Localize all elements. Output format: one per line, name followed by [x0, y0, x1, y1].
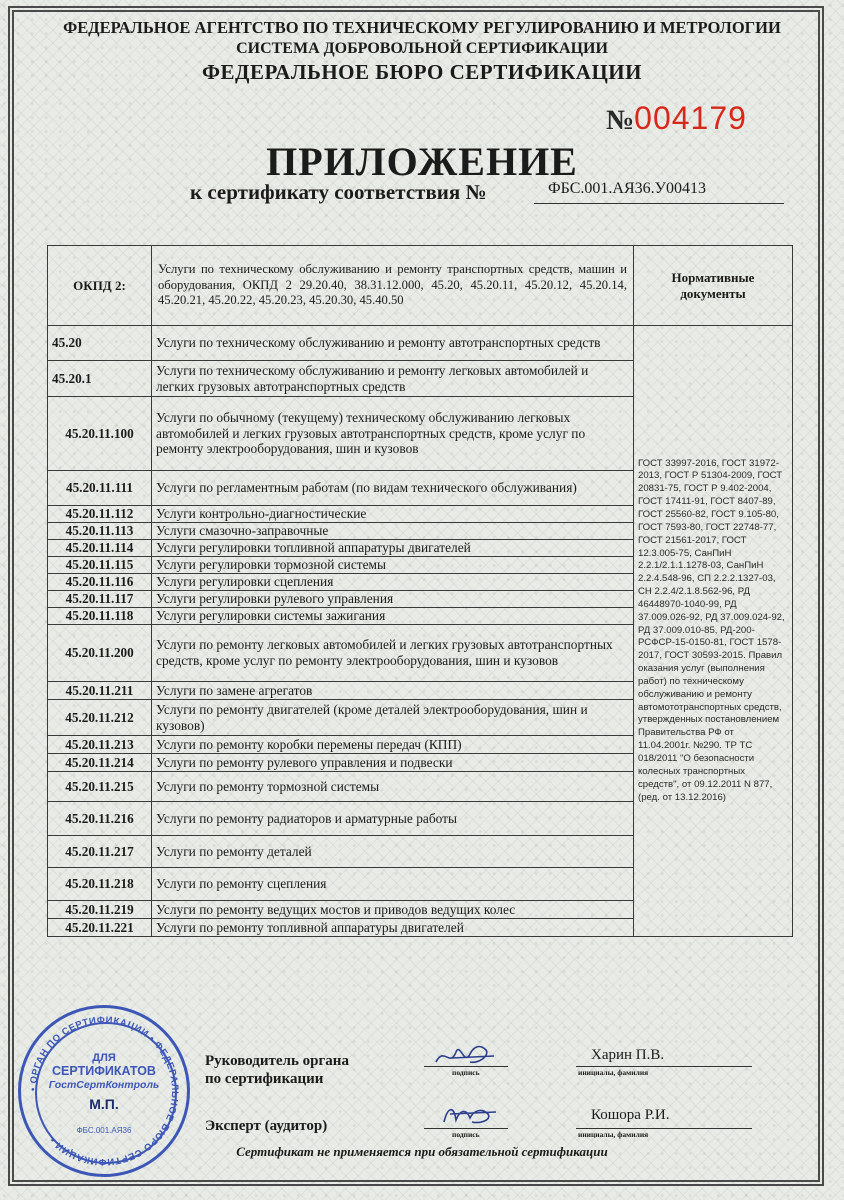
service-description: Услуги по ремонту сцепления — [152, 868, 634, 901]
head-name-caption: инициалы, фамилия — [578, 1068, 649, 1077]
expert-label: Эксперт (аудитор) — [205, 1118, 328, 1134]
head-label-line2: по сертификации — [205, 1071, 324, 1087]
document-title: ПРИЛОЖЕНИЕ — [266, 139, 578, 184]
table-row — [48, 326, 793, 361]
okpd-code: 45.20.11.117 — [48, 591, 152, 608]
number-sign: № — [606, 105, 635, 136]
okpd-code: 45.20.11.111 — [48, 471, 152, 506]
certificate-number: ФБС.001.АЯ36.У00413 — [548, 180, 706, 197]
seal-text-code: ФБС.001.АЯ36 — [76, 1126, 132, 1135]
document-subtitle: к сертификату соответствия № — [190, 180, 487, 204]
normative-documents: ГОСТ 33997-2016, ГОСТ 31972-2013, ГОСТ Р 51304-2009, ГОСТ 20831-75, ГОСТ Р 9.402-2004, ГОСТ 17411-91, ГОСТ 8407-89, ГОСТ 25560-82, ГОСТ 9.105-80, ГОСТ 7593-80, ГОСТ 22748-77, ГОСТ 21561-2017, ГОСТ 12.3.005-75, СанПиН 2.2.1/2.1.1.1278-03, СанПиН 2.2.4.548-96, СП 2.2.2.1327-03, СН 2.2.4/2.1.8.562-96, РД 46448970-1040-99, РД 37.009.026-92, РД 37.009.024-92, РД 37.009.010-85, РД-200-РСФСР-15-0150-81, ГОСТ 1578-2017, ГОСТ 30593-2015. Правил оказания услуг (выполнения работ) по техническому обслуживанию и ремонту автомототранспортных средств, утвержденных постановлением Правительства РФ от 11.04.2001г. №290. ТР ТС 018/2011 "О безопасности колесных транспортных средств", от 09.12.2011 N 877, (ред. от 13.12.2016) — [634, 326, 793, 937]
seal-text-certificates: СЕРТИФИКАТОВ — [52, 1064, 156, 1078]
service-description: Услуги по регламентным работам (по видам технического обслуживания) — [152, 471, 634, 506]
okpd-code: 45.20 — [48, 326, 152, 361]
okpd-code: 45.20.11.113 — [48, 523, 152, 540]
form-number-value: 004179 — [634, 100, 747, 136]
expert-sign-caption: подпись — [452, 1130, 480, 1139]
okpd-code: 45.20.11.221 — [48, 919, 152, 937]
certificate-number-underline — [534, 203, 784, 204]
services-table — [47, 245, 793, 937]
okpd-code: 45.20.11.216 — [48, 802, 152, 836]
expert-name: Кошора Р.И. — [591, 1107, 670, 1123]
expert-name-caption: инициалы, фамилия — [578, 1130, 649, 1139]
footer-note: Сертификат не применяется при обязательной сертификации — [236, 1144, 608, 1159]
expert-sign-line — [424, 1128, 508, 1129]
header-description: Услуги по техническому обслуживанию и ремонту транспортных средств, машин и оборудования, ОКПД 2 29.20.40, 38.31.12.000, 45.20, 45.20.11, 45.20.12, 45.20.14, 45.20.21, 45.20.22, 45.20.23, 45.20.30, 45.40.50 — [152, 246, 634, 326]
seal-text-dlya: ДЛЯ — [92, 1052, 116, 1064]
service-description: Услуги по техническому обслуживанию и ремонту легковых автомобилей и легких грузовых автотранспортных средств — [152, 361, 634, 397]
okpd-code: 45.20.11.214 — [48, 754, 152, 772]
system-name: СИСТЕМА ДОБРОВОЛЬНОЙ СЕРТИФИКАЦИИ — [236, 40, 608, 57]
header-norm-docs: Нормативные документы — [634, 246, 793, 326]
okpd-code: 45.20.11.215 — [48, 772, 152, 802]
svg-text:• ОРГАН ПО СЕРТИФИКАЦИИ • ФЕДЕ: • ОРГАН ПО СЕРТИФИКАЦИИ • ФЕДЕРАЛЬНОЕ БЮРО СЕРТИФИКАЦИИ • — [27, 1014, 181, 1168]
table-header-row — [48, 246, 793, 326]
service-description: Услуги по ремонту коробки перемены передач (КПП) — [152, 736, 634, 754]
okpd-code: 45.20.11.100 — [48, 397, 152, 471]
service-description: Услуги по ремонту рулевого управления и подвески — [152, 754, 634, 772]
service-description: Услуги смазочно-заправочные — [152, 523, 634, 540]
service-description: Услуги по замене агрегатов — [152, 682, 634, 700]
service-description: Услуги по ремонту деталей — [152, 836, 634, 868]
okpd-code: 45.20.11.112 — [48, 506, 152, 523]
service-description: Услуги по ремонту тормозной системы — [152, 772, 634, 802]
header-okpd: ОКПД 2: — [48, 246, 152, 326]
agency-name: ФЕДЕРАЛЬНОЕ АГЕНТСТВО ПО ТЕХНИЧЕСКОМУ РЕГУЛИРОВАНИЮ И МЕТРОЛОГИИ — [63, 18, 781, 37]
expert-name-line — [576, 1128, 752, 1129]
okpd-code: 45.20.11.116 — [48, 574, 152, 591]
okpd-code: 45.20.11.200 — [48, 625, 152, 682]
service-description: Услуги регулировки топливной аппаратуры двигателей — [152, 540, 634, 557]
service-description: Услуги по ремонту ведущих мостов и приводов ведущих колес — [152, 901, 634, 919]
service-description: Услуги по техническому обслуживанию и ремонту автотранспортных средств — [152, 326, 634, 361]
seal-text-mp: М.П. — [89, 1096, 119, 1112]
okpd-code: 45.20.11.219 — [48, 901, 152, 919]
head-sign-line — [424, 1066, 508, 1067]
okpd-code: 45.20.1 — [48, 361, 152, 397]
head-sign-caption: подпись — [452, 1068, 480, 1077]
service-description: Услуги по ремонту легковых автомобилей и легких грузовых автотранспортных средств, кроме услуг по ремонту электрооборудования, шин и кузовов — [152, 625, 634, 682]
okpd-code: 45.20.11.211 — [48, 682, 152, 700]
form-number — [606, 100, 747, 137]
service-description: Услуги по ремонту двигателей (кроме деталей электрооборудования, шин и кузовов) — [152, 700, 634, 736]
service-description: Услуги регулировки рулевого управления — [152, 591, 634, 608]
head-name-line — [576, 1066, 752, 1067]
service-description: Услуги по обычному (текущему) техническому обслуживанию легковых автомобилей и легких грузовых автотранспортных средств, кроме услуг по ремонту электрооборудования, шин и кузовов — [152, 397, 634, 471]
seal-inner-circle — [35, 1022, 177, 1164]
service-description: Услуги регулировки системы зажигания — [152, 608, 634, 625]
bureau-name: ФЕДЕРАЛЬНОЕ БЮРО СЕРТИФИКАЦИИ — [202, 60, 642, 84]
head-label — [205, 1052, 349, 1088]
okpd-code: 45.20.11.212 — [48, 700, 152, 736]
okpd-code: 45.20.11.115 — [48, 557, 152, 574]
service-description: Услуги регулировки сцепления — [152, 574, 634, 591]
service-description: Услуги контрольно-диагностические — [152, 506, 634, 523]
okpd-code: 45.20.11.114 — [48, 540, 152, 557]
okpd-code: 45.20.11.213 — [48, 736, 152, 754]
head-name: Харин П.В. — [591, 1047, 665, 1063]
seal-text-brand: ГостСертКонтроль — [48, 1079, 160, 1091]
service-description: Услуги регулировки тормозной системы — [152, 557, 634, 574]
okpd-code: 45.20.11.218 — [48, 868, 152, 901]
head-label-line1: Руководитель органа — [205, 1053, 349, 1069]
service-description: Услуги по ремонту топливной аппаратуры двигателей — [152, 919, 634, 937]
okpd-code: 45.20.11.217 — [48, 836, 152, 868]
okpd-code: 45.20.11.118 — [48, 608, 152, 625]
expert-signature — [436, 1100, 506, 1130]
service-description: Услуги по ремонту радиаторов и арматурные работы — [152, 802, 634, 836]
